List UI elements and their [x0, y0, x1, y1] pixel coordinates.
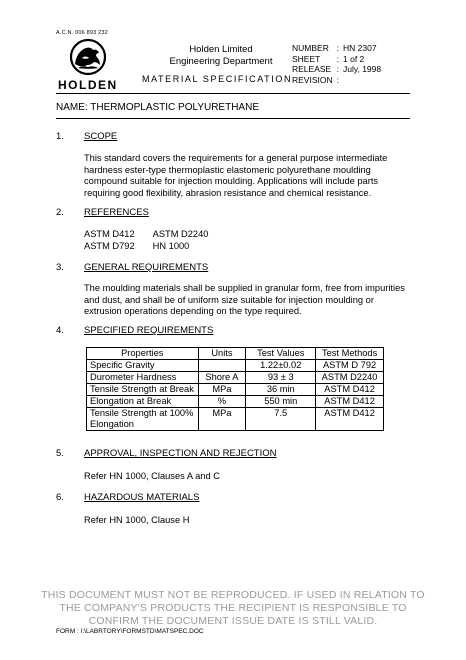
section-number: 6.	[56, 492, 64, 503]
section-title: SCOPE	[84, 131, 118, 142]
logo-wordmark: HOLDEN	[58, 78, 118, 92]
meta-revision: REVISION :	[292, 74, 339, 85]
reference-item: ASTM D2240	[152, 229, 209, 239]
specified-requirements-table	[86, 347, 384, 431]
table-cell: MPa	[198, 408, 246, 431]
column-header: Test Values	[246, 348, 316, 360]
notice-line: CONFIRM THE DOCUMENT ISSUE DATE IS STILL VALID.	[88, 615, 378, 627]
section-title: REFERENCES	[84, 207, 149, 218]
department-name: Engineering Department	[169, 56, 273, 67]
table-cell: 36 min	[246, 384, 316, 396]
reference-item: ASTM D792	[84, 240, 135, 251]
column-header: Properties	[87, 348, 199, 360]
table-row	[87, 360, 384, 372]
table-row	[87, 396, 384, 408]
table-header-row	[87, 348, 384, 360]
meta-release: RELEASE : July, 1998	[292, 64, 382, 74]
header-divider	[56, 93, 410, 94]
table-cell: ASTM D 792	[316, 360, 384, 372]
table-cell: ASTM D412	[316, 408, 384, 431]
section-number: 4.	[56, 325, 64, 336]
table-cell: Tensile Strength at 100% Elongation	[87, 408, 199, 431]
notice-line: THIS DOCUMENT MUST NOT BE REPRODUCED. IF USED IN RELATION TO	[41, 589, 425, 601]
references-list	[84, 229, 226, 252]
material-specification-heading: MATERIAL SPECIFICATION	[142, 74, 293, 84]
table-cell: 550 min	[246, 396, 316, 408]
company-block	[150, 44, 292, 68]
section-number: 5.	[56, 448, 64, 459]
section-title: GENERAL REQUIREMENTS	[84, 262, 209, 273]
company-name: Holden Limited	[189, 44, 253, 55]
section-title: HAZARDOUS MATERIALS	[84, 492, 200, 503]
table-cell	[198, 360, 246, 372]
meta-sheet: SHEET : 1 of 2	[292, 53, 365, 64]
material-name: NAME: THERMOPLASTIC POLYURETHANE	[56, 102, 259, 113]
section-number: 2.	[56, 207, 64, 218]
column-header: Test Methods	[316, 348, 384, 360]
table-cell: 7.5	[246, 408, 316, 431]
table-cell: 93 ± 3	[246, 372, 316, 384]
document-meta	[292, 43, 385, 85]
table-cell: MPa	[198, 384, 246, 396]
table-row	[87, 408, 384, 431]
table-cell: Elongation at Break	[87, 396, 199, 408]
table-cell: Durometer Hardness	[87, 372, 199, 384]
acn-number: A.C.N. 006 893 232	[56, 30, 108, 36]
section-number: 1.	[56, 131, 64, 142]
section-title: SPECIFIED REQUIREMENTS	[84, 325, 214, 336]
section-number: 3.	[56, 262, 64, 273]
general-requirements-text: The moulding materials shall be supplied in granular form, free from impurities and dust, and shall be of uniform size suitable for injection moulding or extrusion operations depending on the type required.	[84, 283, 405, 316]
reference-item: HN 1000	[152, 240, 190, 251]
table-cell: ASTM D412	[316, 396, 384, 408]
table-cell: ASTM D412	[316, 384, 384, 396]
table-cell: 1.22±0.02	[246, 360, 316, 372]
name-divider	[56, 118, 410, 119]
scope-text: This standard covers the requirements for a general purpose intermediate hardness ester-type thermoplastic elastomeric polyurethane moulding compound suitable for injection moulding. Applications will include parts requiring good flexibility, abrasion resistance and chemical resistance.	[84, 153, 388, 198]
column-header: Units	[198, 348, 246, 360]
table-cell: %	[198, 396, 246, 408]
table-cell: Tensile Strength at Break	[87, 384, 199, 396]
reference-item: ASTM D412	[84, 229, 135, 239]
notice-line: THE COMPANY'S PRODUCTS THE RECIPIENT IS RESPONSIBLE TO	[59, 602, 407, 614]
section-title: APPROVAL, INSPECTION AND REJECTION	[84, 448, 277, 459]
form-path: FORM : I:\LABRTORY\FORMSTD\MATSPEC.DOC	[56, 628, 204, 635]
hazardous-text: Refer HN 1000, Clause H	[84, 515, 190, 525]
table-cell: Shore A	[198, 372, 246, 384]
table-cell: Specific Gravity	[87, 360, 199, 372]
table-cell: ASTM D2240	[316, 372, 384, 384]
meta-number: NUMBER : HN 2307	[292, 43, 377, 53]
table-row	[87, 384, 384, 396]
approval-text: Refer HN 1000, Clauses A and C	[84, 471, 220, 481]
table-row	[87, 372, 384, 384]
reproduction-notice	[40, 589, 426, 628]
